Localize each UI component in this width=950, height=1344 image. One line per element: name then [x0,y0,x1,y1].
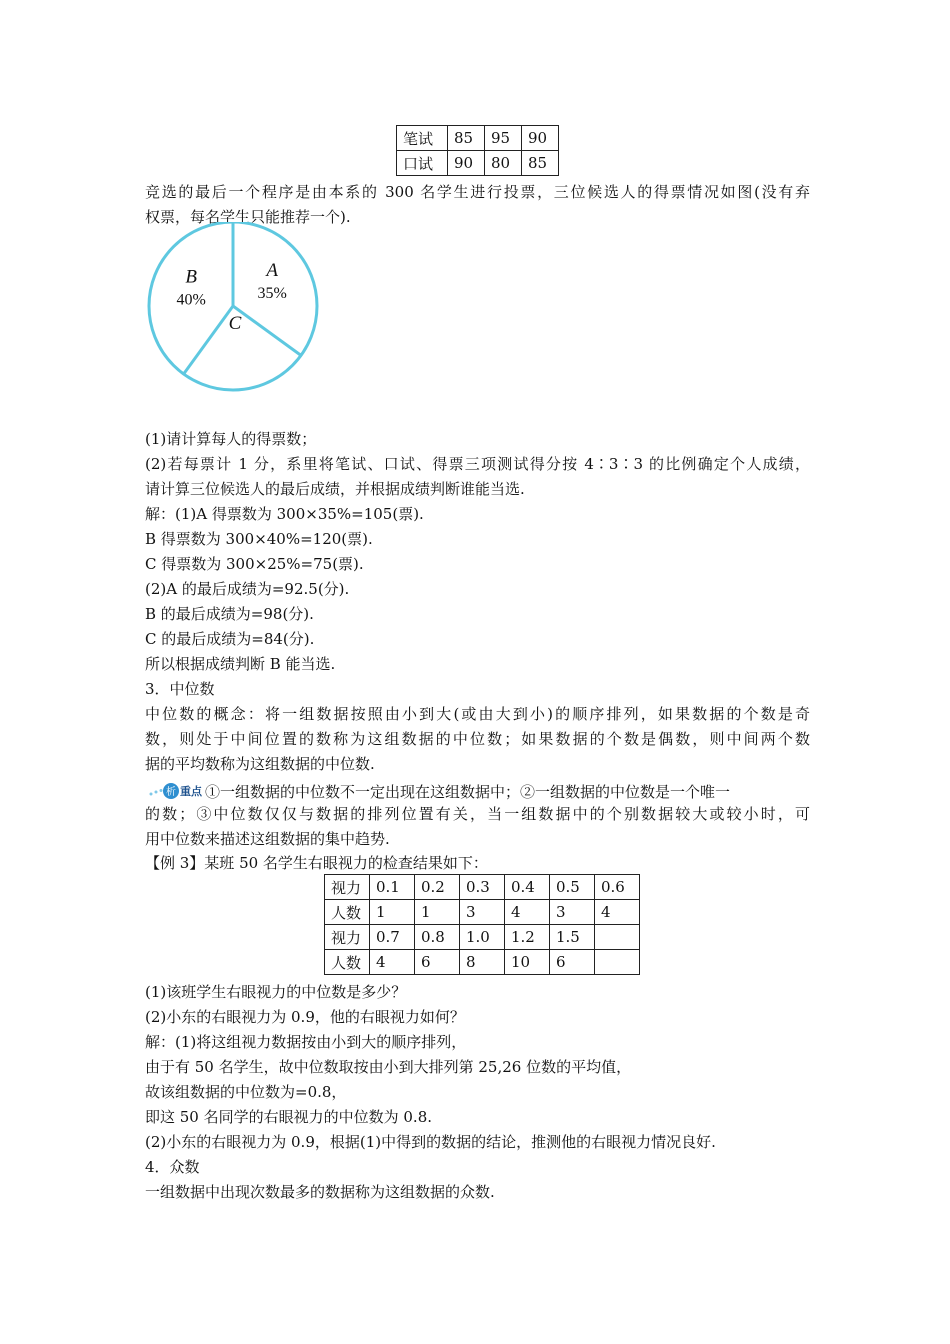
table-cell [595,925,640,950]
table-cell: 90 [448,151,485,176]
question-line: 请计算三位候选人的最后成绩，并根据成绩判断谁能当选. [145,480,525,498]
table-cell: 0.3 [460,875,505,900]
note-text: ①一组数据的中位数不一定出现在这组数据中；②一组数据的中位数是一个唯一 [205,783,731,801]
table-row [325,875,640,900]
key-point-badge [145,782,205,800]
table-cell: 0.5 [550,875,595,900]
table-cell: 笔试 [397,126,448,151]
solution-line: 解：(1)将这组视力数据按由小到大的顺序排列， [145,1033,467,1051]
table-cell: 1 [370,900,415,925]
solution-line: 即这 50 名同学的右眼视力的中位数为 0.8. [145,1108,433,1126]
solution-line: 解：(1)A 得票数为 300×35%=105(票). [145,505,424,523]
table-cell: 0.2 [415,875,460,900]
paragraph-line: 权票，每名学生只能推荐一个). [145,208,351,226]
badge-glyph: 析 [166,787,176,798]
pie-slice-percent: 40% [176,291,206,309]
table-cell: 人数 [325,900,370,925]
table-cell: 10 [505,950,550,975]
solution-line: 故该组数据的中位数为=0.8， [145,1083,347,1101]
badge-text: 重点 [180,785,202,798]
concept-line: 中位数的概念：将一组数据按照由小到大(或由大到小)的顺序排列，如果数据的个数是奇 [145,705,810,723]
table-cell: 4 [505,900,550,925]
score-table [396,125,559,176]
table-row [325,900,640,925]
table-cell: 口试 [397,151,448,176]
note-line: 的数；③中位数仅仅与数据的排列位置有关，当一组数据中的个别数据较大或较小时，可 [145,805,810,823]
solution-line: (2)A 的最后成绩为=92.5(分). [145,580,350,598]
solution-line: B 得票数为 300×40%=120(票). [145,530,373,548]
table-cell: 90 [522,126,559,151]
table-row [397,151,559,176]
pie-slice-name: C [228,313,242,334]
vision-table [324,874,640,975]
question-line: (1)请计算每人的得票数； [145,430,317,448]
table-cell: 1.0 [460,925,505,950]
key-point-badge-icon [145,782,205,800]
note-line: 用中位数来描述这组数据的集中趋势. [145,830,390,848]
table-cell: 3 [460,900,505,925]
question-line: (2)小东的右眼视力为 0.9，他的右眼视力如何？ [145,1008,465,1026]
table-row [325,950,640,975]
concept-line: 数，则处于中间位置的数称为这组数据的中位数；如果数据的个数是偶数，则中间两个数 [145,730,810,748]
question-line: (1)该班学生右眼视力的中位数是多少？ [145,983,407,1001]
solution-line: C 得票数为 300×25%=75(票). [145,555,364,573]
table-cell: 8 [460,950,505,975]
table-cell: 视力 [325,875,370,900]
table-row [325,925,640,950]
section-title: 3．中位数 [145,680,215,698]
pie-slice-name: B [185,266,197,288]
table-cell: 1.2 [505,925,550,950]
solution-line: C 的最后成绩为=84(分). [145,630,315,648]
section-title: 4．众数 [145,1158,200,1176]
vote-pie-chart [140,222,330,398]
example-heading: 【例 3】某班 50 名学生右眼视力的检查结果如下： [145,854,488,872]
table-cell: 95 [485,126,522,151]
table-cell: 4 [370,950,415,975]
note-line-first [145,779,810,802]
table-cell: 6 [415,950,460,975]
question-line: (2)若每票计 1 分，系里将笔试、口试、得票三项测试得分按 4∶3∶3 的比例确定个人成绩， [145,455,810,473]
pie-slice-percent: 35% [257,285,287,303]
solution-line: 由于有 50 名学生，故中位数取按由小到大排列第 25,26 位数的平均值， [145,1058,632,1076]
table-cell: 1 [415,900,460,925]
concept-line: 一组数据中出现次数最多的数据称为这组数据的众数. [145,1183,495,1201]
table-cell: 85 [448,126,485,151]
solution-line: (2)小东的右眼视力为 0.9，根据(1)中得到的数据的结论，推测他的右眼视力情况良好. [145,1133,716,1151]
pie-slice-divider [184,306,233,374]
table-cell [595,950,640,975]
concept-line: 据的平均数称为这组数据的中位数. [145,755,375,773]
table-cell: 人数 [325,950,370,975]
table-cell: 0.1 [370,875,415,900]
table-cell: 0.4 [505,875,550,900]
table-cell: 0.8 [415,925,460,950]
table-row [397,126,559,151]
table-cell: 0.7 [370,925,415,950]
solution-line: 所以根据成绩判断 B 能当选. [145,655,336,673]
table-cell: 3 [550,900,595,925]
table-cell: 0.6 [595,875,640,900]
table-cell: 6 [550,950,595,975]
table-cell: 80 [485,151,522,176]
table-cell: 视力 [325,925,370,950]
table-cell: 85 [522,151,559,176]
solution-line: B 的最后成绩为=98(分). [145,605,314,623]
pie-slice-name: A [266,260,279,282]
table-cell: 1.5 [550,925,595,950]
paragraph-line: 竞选的最后一个程序是由本系的 300 名学生进行投票，三位候选人的得票情况如图(没有弃 [145,183,810,201]
pie-slice-divider [233,306,301,355]
table-cell: 4 [595,900,640,925]
